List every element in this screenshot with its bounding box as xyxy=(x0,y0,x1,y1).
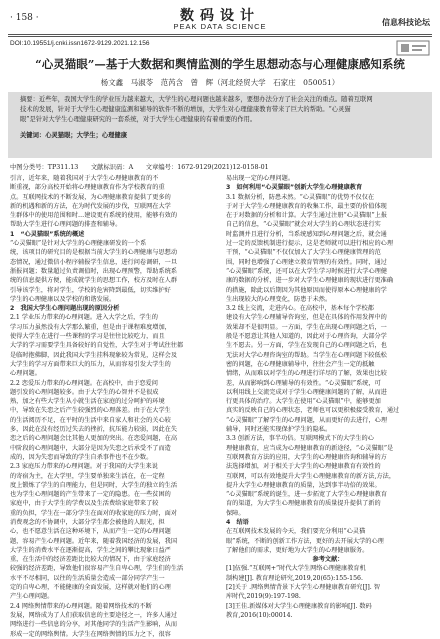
text-line: 点。互联网技术的不断发展，为心理健康教育提供了更多的 xyxy=(10,193,171,201)
text-line: 产生心理问题。 xyxy=(10,593,54,601)
text-line: 情绪，从而难以对学生的心理进行详尽的了解，效果也比较 xyxy=(226,370,387,378)
text-line: 库时代,2019(9):197-198. xyxy=(226,593,301,601)
column-name: 信息科技论坛 xyxy=(382,17,430,27)
section-heading: 2 我国大学生心理问题出现的原因分析 xyxy=(10,305,120,313)
text-line: 互联网教育方法的应用，大学生的心理健康咨询和辅导的方 xyxy=(226,453,387,461)
paper-title: “心灵猫眼”—基于大数据和舆情监测的学生思想动态与心理健康感知系统 xyxy=(35,57,405,71)
classification-line: 中图分类号：TP311.13 文献标识码：A 文章编号：1672-9129(2021)12-0158-01 xyxy=(10,164,269,171)
publisher-logo-icon xyxy=(396,40,430,56)
text-line: 真实的反映自己的心理状态，老师也可以更积极接受教育，通过 xyxy=(226,407,400,415)
header-rule xyxy=(8,34,432,35)
text-line: 提升大学生心理健康教育的质量，达到事半功倍的效果。 xyxy=(226,481,381,489)
text-line: 学生的心理健康以及学校的和谐发展。 xyxy=(10,295,116,303)
text-line: 辅导，同时还能实现保护学生的隐私。 xyxy=(226,426,332,434)
page-number: · 158 · xyxy=(10,13,39,23)
text-line: 度上锻炼了学生的自理能力，但是同时，大学生的独立的生活 xyxy=(10,481,178,489)
text-line: “心灵猫眼”了解学生的心理问题，从而更好的去进行，心理 xyxy=(226,416,388,424)
text-line: 差，从而影响到心理辅导的有效性。“心灵猫眼”系统，可 xyxy=(226,379,381,387)
text-line: 成的，因为失恋而导致的学生自杀事件也不在少数。 xyxy=(10,453,153,461)
text-line: 多，因此在没有经历过失去的挫折，抗压能力较弱，因此在失 xyxy=(10,426,178,434)
text-line: 大学生的消费水平在逐渐提高，学生之间的攀比现象日益严 xyxy=(10,546,171,554)
text-line: 心理问题。 xyxy=(10,370,41,378)
text-line: [3]王佳.新媒体对大学生心理健康教育的影响[J]. 数码 xyxy=(226,602,372,610)
abstract-line: 摘要：近些年，我国大学生的学业压力越来越大，大学生的心理问题也越来越多，要想办法分方了社会关注的重点。随着互联网 xyxy=(20,96,373,103)
journal-header xyxy=(0,0,440,36)
text-line: 大学生的学习方面带来巨大的压力，从而容易引发大学生的 xyxy=(10,360,171,368)
paper-authors: 杨文鑫 马淑苓 范芮含 曾 辉（河北经贸大学 石家庄 050051） xyxy=(100,78,340,87)
text-line: 使得大学生在进行一些课程的学习是往往比较吃力，而且 xyxy=(10,333,165,341)
text-line: 引导该学生，将对学生，学校的危害降到最低，切实维护好 xyxy=(10,286,171,294)
text-line: 的措施，除此以后期因为其他原因而使得原本心理健康的学 xyxy=(226,286,387,294)
text-line: 心，也不愿意生活在这种环境下，从而产生一定的心理问题 xyxy=(10,528,171,536)
text-line: 生群体中的使用范围和时…建设更有系统的使用，能够有效的 xyxy=(10,212,178,220)
text-line: 般是不愿意让其他人知道的，因此对于心理咨询，大部分学 xyxy=(226,333,387,341)
journal-title: 数码设计 xyxy=(180,8,260,24)
text-line: 重的负担，学生在一部分学生在面对的收家庭的压力时，面对 xyxy=(10,509,178,517)
text-line: 干预，“心灵猫眼”不仅仅加大了大学生心理健康管理的范 xyxy=(226,249,381,257)
text-line: 无法对大学心理咨询室的帮助。当学生在心理问题下较低松 xyxy=(226,351,387,359)
abstract-line: 眼”是针对大学生心理健康研究的一套系统，对于大学生心理健康的有着重要的作用。 xyxy=(20,116,257,123)
text-line: 中阶段的心理问题中，大部分是因为失恋之后承受不了而造 xyxy=(10,444,171,452)
text-line: 行更具体的治疗。大学生在使用“心灵猫眼”中，能够更加 xyxy=(226,398,381,406)
text-line: 新的机遇和新的方法，在为时代发展的步伐，互联网在大学 xyxy=(10,202,171,210)
text-line: 康的数据的分析，进一步对大学生心理健康的现状进行更准确 xyxy=(226,277,394,285)
header-rule-thin xyxy=(8,36,432,37)
text-line: 也为学生心理问题的产生带来了一定的隐患。在一些贫困的 xyxy=(10,491,171,499)
section-heading: 参考文献： xyxy=(312,556,344,564)
text-line: 统，该项目的研究目的是根据当前大学生的心理健康与思想动 xyxy=(10,249,178,257)
abstract-box xyxy=(8,92,432,158)
text-line: 2.1 学业压力带来的心理问题。进入大学之后，学生的 xyxy=(10,314,158,322)
text-line: 3.1 数据分析，防患未然。“心灵猫眼”的优势不仅仅在 xyxy=(226,193,375,201)
text-line: 题，容易产生心理问题。近年来，随着我国经济的发展，我国 xyxy=(10,537,178,545)
text-line: 网络进行一些信息的分享，对其他同学的生活产生影响，从而 xyxy=(10,621,178,629)
text-line: 密的问题，在心理健康辅导中，往往会产生一定的抵触 xyxy=(226,360,375,368)
text-line: [2]关于 .网络舆情背景下大学生心理健康教育研究[J]. 智 xyxy=(226,584,380,592)
text-line: 重，在生活中的经济差距比比较大的情况下，由于家庭经济 xyxy=(10,556,171,564)
text-line: “心灵猫眼”系统的诞生，进一步拓宽了大学生心理健康教育 xyxy=(226,491,388,499)
text-line: 的生活阅历不足，在平时的生活中来自家人和社会的关心较 xyxy=(10,416,171,424)
text-line: 引言，近年来，随着我国对于大学生心理健康教育的不 xyxy=(10,175,159,182)
text-line: 恋之后的心理问题会比其他人更加的突出。在恋爱问题，在高 xyxy=(10,435,178,443)
text-line: 定的自卑心理，不能健康的全面发展，这样就对他们的心理 xyxy=(10,584,171,592)
doi-line: DOI:10.19551/j.cnki.issn1672-9129.2021.12.156 xyxy=(10,40,150,47)
text-line: 生不愿去。另一方面，学生在发现自己的心理问题之后，也 xyxy=(226,342,387,350)
left-column xyxy=(10,174,214,639)
text-line: 熟，加之有些大学生从小就生活在家庭的过分呵护的环境 xyxy=(10,398,165,406)
text-line: 消费观念的不协调中，大部分学生都会被他的人眼光，担 xyxy=(10,518,165,526)
text-line: 态情况，通过微信小程序辅报学生信息，进行问卷调研，一旦 xyxy=(10,258,178,266)
text-line: “心灵猫眼”系统，还可以在大学生学习时候进行大学心理健 xyxy=(226,267,388,275)
text-line: 断重视，部分高校开始将心理健康教育作为学校教育的重 xyxy=(10,184,165,192)
text-line: 是临时抱佛脚，因此我国大学生挂科现象较为常见，这样会及 xyxy=(10,351,178,359)
journal-subtitle: PEAK DATA SCIENCE xyxy=(173,22,267,31)
section-heading: 1 “心灵猫眼”系统的概述 xyxy=(10,230,85,238)
text-line: 建设有大学生心理辅导咨询室，但是在具体的作用发挥中的 xyxy=(226,314,387,322)
text-line: [1]伍强.“互联网+”时代大学生网络心理健康教育机 xyxy=(226,565,366,573)
text-line: 2.4 网络舆情带来的心理问题。随着网络技术的不断 xyxy=(10,602,152,610)
text-line: “心灵猫眼”是针对大学生的心理健康研发的一个系 xyxy=(10,240,147,248)
text-line: 3.2 线上交流，走进内心。在高校中，基本每个学校都 xyxy=(226,305,374,313)
text-line: 时监测并且进行分析，当系统感知到心理问题之后，就会通 xyxy=(226,230,387,238)
text-line: 以利用线上交流完成对于学生心理健康问题的了解，从而进 xyxy=(226,388,387,396)
text-line: 在于对数据的分析和计算。大学生通过注册“心灵猫眼”上报 xyxy=(226,212,388,220)
text-line: 易出现一定的心理问题。 xyxy=(226,175,295,182)
text-line: 育的渠道，为大学生心理健康教育的质量提升提供了新的 xyxy=(226,500,381,508)
text-line: 学习压力虽然没有大学那么繁重，但是由于课程难度增加， xyxy=(10,323,171,331)
text-line: 的寄宿为主，在大学里，学生要单独来生活在，在一定程 xyxy=(10,472,165,480)
keywords-line: 关键词：心灵猫眼；大学生；心理健康 xyxy=(20,132,128,139)
text-line: 保障。 xyxy=(226,509,245,517)
text-line: 法选择增加，对于相关于大学生的心理健康教育有效性的 xyxy=(226,463,381,471)
section-heading: 4 结语 xyxy=(226,518,249,526)
text-line: 题引发的心理问题较多。由于大学生的心智并不是很成 xyxy=(10,388,159,396)
text-line: 效果却不是很明显。一方面，学生在出现心理问题之后，一 xyxy=(226,323,387,331)
text-line: 发展，网络成为了人们获取信息的主要途径之一，许多人通过 xyxy=(10,611,178,619)
text-line: 了解他们的需求，更好地为大学生的心理健康服务。 xyxy=(226,546,369,554)
text-line: 眼”系统，不断的创新工作方法，更好的去开展大学的心理 xyxy=(226,537,384,545)
text-line: 2.3 家庭压力带来的心理问题。对于我国的大学生来说 xyxy=(10,463,158,471)
text-line: 较强的经济差距，导致他们很容易产生自卑心理，学生们的生活 xyxy=(10,565,184,573)
text-line: 教育,2016(10):00014. xyxy=(226,611,293,619)
section-heading: 3 如何利用“心灵猫眼”创新大学生心理健康教育 xyxy=(226,184,363,192)
text-line: 于对于大学生心理健康教育的收集工作，最主要的价值体现 xyxy=(226,202,387,210)
text-line: 帮助大学生进行心理问题的排查和辅导。 xyxy=(10,221,122,229)
text-line: 家庭中，由于大学生的学费以及生活费给家庭带来了较 xyxy=(10,500,159,508)
text-line: 围，同时也增强了心理建立教育管理的有效性。同时，通过 xyxy=(226,258,387,266)
text-line: 水平不尽相同，以往的生活质量会造成一部分同学产生一 xyxy=(10,574,165,582)
text-line: 自己的信息，“心灵猫眼”就会对大学生的心理状态进行实 xyxy=(226,221,381,229)
text-line: 大学的学习需要学生具备较好的自觉性，大学生对于考试往往都 xyxy=(10,342,184,350)
text-line: 互联网，可以有效地提升大学生心理健康教育的新方法,方法， xyxy=(226,472,396,480)
text-line: 2.2 恋爱压力带来的心理问题。在高校中，由于恋爱问 xyxy=(10,379,158,387)
text-line: 统的信息提供方便，能成就学生的思想工作，校方及时在人群 xyxy=(10,277,178,285)
text-line: 过一定的反馈机制进行提示，这是老师就可以进行相应的心理 xyxy=(226,240,394,248)
text-line: 中，导致在失恋之后产生较强烈的心理落差。由于在大学生 xyxy=(10,407,171,415)
text-line: 3.3 创新方法，事半功倍。互联网模式下的大学生的心 xyxy=(226,435,374,443)
right-column xyxy=(226,174,430,620)
text-line: 浙报问题；数量超过负责调值时，出现心理预警，帮助系统系 xyxy=(10,267,178,275)
abstract-line: 技术的发展，针对于大学生心理健康监测和辅导的软件不断的增加，大学生对心理健康教育带来了巨大的帮助。“心灵猫 xyxy=(20,106,351,113)
text-line: 在互联网技术发展的今天，我们要充分利用“心灵猫 xyxy=(226,528,366,536)
text-line: 形成一定的网络舆情。大学生在网络舆情的压力之下，很容 xyxy=(10,630,171,638)
text-line: 制构建[J]. 教育理论研究,2019,20(65):155-156. xyxy=(226,574,363,582)
text-line: 生出现较大的心理变化，防患于未然。 xyxy=(226,295,332,303)
text-line: 理健康教育，应当成为心理健康教育的新途径，“心灵猫眼”是 xyxy=(226,444,394,452)
